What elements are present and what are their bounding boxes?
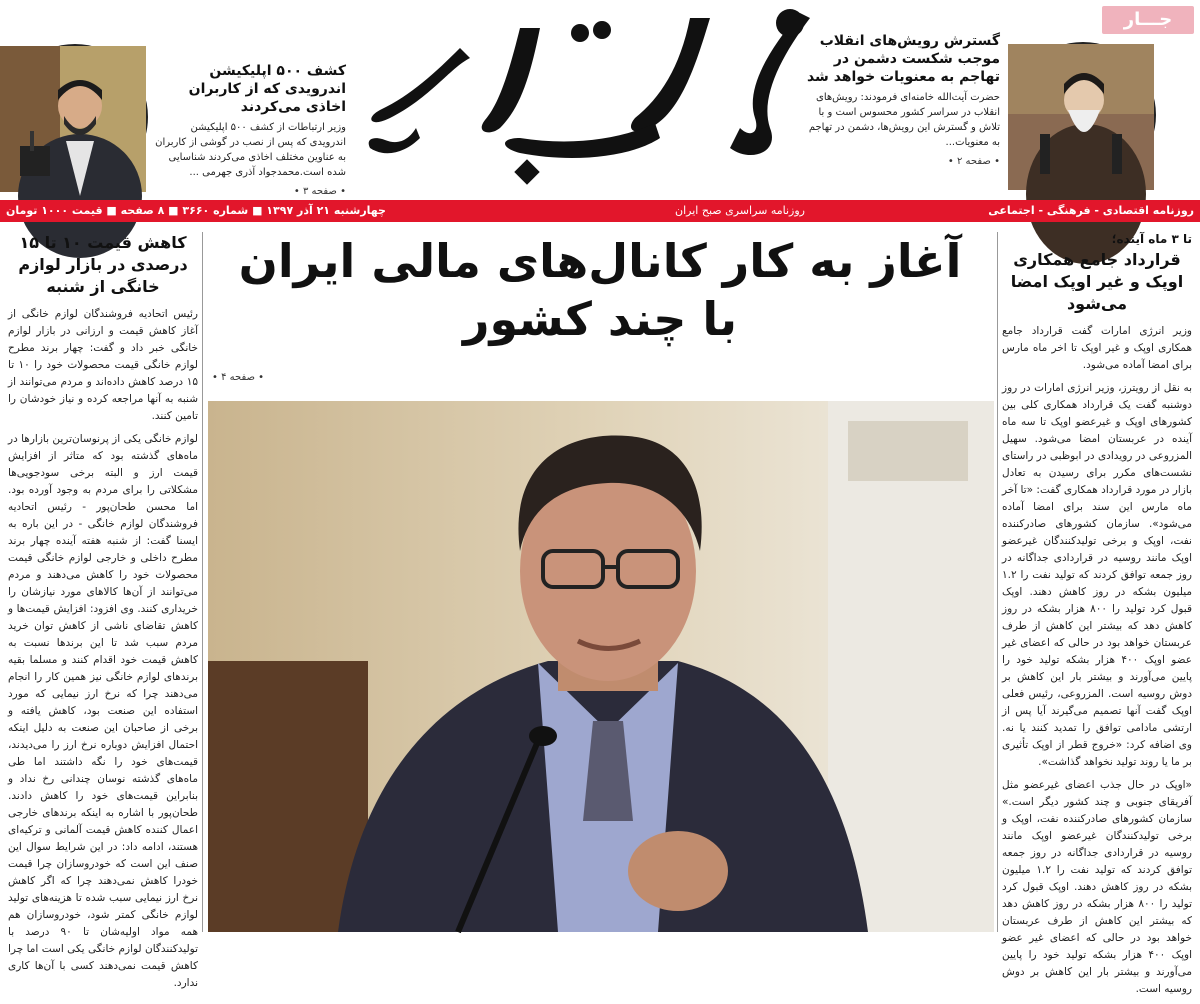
- article-body: [8, 306, 198, 992]
- paragraph: «اوپک در حال جذب اعضای غیرعضو مثل آفریقای جنوبی و چند کشور دیگر است.» سازمان کشورهای صادرکننده نفت، اوپک و برخی تولیدکنندگان غیرعضو اوپک مانند روسیه در قراردادی جداگانه در روز جمعه توافق کردند که تولید نفت را ۱.۲ میلیون بشکه در روز کاهش دهند. اوپک قبول کرد تولید را ۸۰۰ هزار بشکه در روز کاهش دهد که بیشتر این کاهش از طرف عربستان خواهد بود در حالی که اعضای غیر عضو اوپک ۴۰۰ هزار بشکه تولید خود را پایین می‌آورند و بیشتر بار این کاهش بر دوش روسیه است.: [1002, 779, 1192, 995]
- apps-teaser[interactable]: [152, 62, 346, 197]
- teaser-title: کشف ۵۰۰ اپلیکیشن اندرویدی که از کاربران اخاذی می‌کردند: [188, 63, 346, 115]
- teaser-body: وزیر ارتباطات از کشف ۵۰۰ اپلیکیشن اندرویدی که پس از نصب در گوشی از کاربران به عناوین مختلف اخاذی می‌کردند شناسایی شده است.محمدجواد آذری جهرمی ...: [155, 122, 346, 178]
- main-headline[interactable]: [210, 232, 990, 348]
- paragraph: به نقل از رویترز، وزیر انرژی امارات در روز دوشنبه گفت یک قرارداد همکاری کلی بین کشورهای اوپک و غیرعضو اوپک تا سه ماه آینده در عربستان امضا می‌شود. سهیل المزروعی در رویدادی در ابوظبی در راستای نشست‌های مکرر برای رسیدن به تعادل بازار در مورد قرارداد همکاری گفت: «تا آخر ماه مارس این سند برای امضا آماده می‌شود». سازمان کشورهای صادرکننده نفت، اوپک و برخی تولیدکنندگان غیرعضو اوپک مانند روسیه در قراردادی جداگانه در روز جمعه توافق کردند که تولید نفت را ۱.۲ میلیون بشکه در روز کاهش دهند. اوپک قبول کرد تولید را ۸۰۰ هزار بشکه در روز کاهش دهد که بیشتر این کاهش از طرف عربستان خواهد بود در حالی که اعضای غیر عضو اوپک ۴۰۰ هزار بشکه تولید خود را پایین می‌آورند و بیشتر بار این کاهش بر دوش روسیه است. المزروعی، رئیس فعلی اوپک گفت آنها تصمیم می‌گیرند آیا پس از ارتشی مادامی توافق را تمدید کنند یا نه. وی اضافه کرد: «خروج قطر از اوپک تأثیری بر ما یا روند تولید نخواهد گذاشت».: [1002, 382, 1193, 768]
- paragraph: رئیس اتحادیه فروشندگان لوازم خانگی از آغاز کاهش قیمت و ارزانی در بازار لوازم خانگی خبر داد و گفت: چهار برند مطرح لوازم خانگی قیمت محصولات خود را ۱۰ تا ۱۵ درصد کاهش داده‌اند و مردم می‌توانند از شنبه به آنها مراجعه کرده و نیاز خودشان را تامین کنند.: [8, 308, 198, 422]
- column-divider: [997, 232, 998, 932]
- jar-badge: جـــار: [1102, 6, 1194, 34]
- paragraph: لوازم خانگی یکی از پرنوسان‌ترین بازارها در ماه‌های گذشته بود که متاثر از افزایش قیمت ارز و البته برخی سودجویی‌ها مشکلاتی را برای مردم به وجود آورده بود. اما محسن طحان‌پور - رئیس اتحادیه فروشندگان لوازم خانگی - در این باره به ایسنا گفت: از شنبه هفته آینده چهار برند مطرح داخلی و خارجی لوازم خانگی قیمت محصولات خود را کاهش می‌دهند و مردم می‌توانند از آن‌ها کالاهای مورد نیازشان را خریداری کنند. وی افزود: افزایش قیمت‌ها و کاهش تقاضای ناشی از کاهش توان خرید مردم سبب شد تا این برندها نسبت به کاهش قیمت خود اقدام کنند و مسلما بقیه برندهای لوازم خانگی نیز همین کار را انجام می‌دهند چرا که نرخ ارز نیمایی که مورد استفاده این صنعت بود، کاهش یافته و برخی از صاحبان این صنعت به دلیل اینکه احتمال افزایش دوباره نرخ ارز را می‌دیدند، قیمت‌های خود را نگه داشتند اما طی ماه‌های گذشته نوسان چندانی رخ نداد و بنابراین قیمت‌های خود را کاهش دادند. طحان‌پور با اشاره به اینکه برندهای خارجی اعمال کننده کاهش قیمت آلمانی و ترکیه‌ای هستند، ادامه داد: در این شرایط سوال این صنف این است که خودروسازان چرا قیمت خودرا کاهش نمی‌دهند چرا که اگر کاهش نرخ ارز نیمایی سبب شده تا هزینه‌های تولید لوازم خانگی کمتر شود، خودروسازان هم همه مواد اولیه‌شان تا ۹۰ درصد با تولیدکنندگان لوازم خانگی یکی است اما چرا کاهش قیمت نمی‌دهند کسی با آن‌ها کاری ندارد.: [8, 433, 198, 989]
- teaser-body: حضرت آیت‌الله خامنه‌ای فرمودند: رویش‌های انقلاب در سراسر کشور محسوس است و با تلاش و گسترش این رویش‌ها، دشمن در تهاجم به معنویات...: [808, 92, 1000, 148]
- issue-info: چهارشنبه ۲۱ آذر ۱۳۹۷ ■ شماره ۳۶۶۰ ■ ۸ صفحه ■ قیمت ۱۰۰۰ تومان: [6, 204, 386, 217]
- main-photo: [208, 401, 994, 932]
- minister-portrait: [2, 44, 148, 190]
- column-divider: [202, 232, 203, 932]
- minister-photo-icon: [0, 46, 146, 192]
- teaser-title: گسترش رویش‌های انقلاب موجب شکست دشمن در تهاجم به معنویات خواهد شد: [806, 33, 1000, 85]
- teaser-page-ref: • صفحه ۲ •: [947, 156, 1000, 167]
- sahebghalam-logo-icon: [350, 0, 850, 213]
- newspaper-logo: [350, 0, 850, 213]
- masthead: [0, 0, 1200, 200]
- main-page-ref: • صفحه ۴ •: [212, 372, 265, 383]
- paragraph: وزیر انرژی امارات گفت قرارداد جامع همکاری اوپک و غیر اوپک تا اخر ماه مارس برای امضا آماده می‌شود.: [1002, 325, 1192, 371]
- official-photo-icon: [208, 401, 994, 932]
- appliance-article[interactable]: [8, 232, 198, 998]
- paper-type: روزنامه اقتصادی - فرهنگی - اجتماعی: [988, 204, 1194, 217]
- headline-line: با چند کشور: [463, 292, 737, 346]
- teaser-page-ref: • صفحه ۳ •: [293, 186, 346, 197]
- opec-article[interactable]: [1002, 232, 1192, 1004]
- article-body: [1002, 323, 1192, 998]
- article-title: قرارداد جامع همکاری اوپک و غیر اوپک امضا می‌شود: [1010, 250, 1184, 313]
- headline-line: آغاز به کار کانال‌های مالی ایران: [238, 234, 962, 288]
- leader-photo-icon: [1008, 44, 1154, 190]
- paper-slogan: روزنامه سراسری صبح ایران: [675, 204, 805, 217]
- article-title: کاهش قیمت ۱۰ تا ۱۵ درصدی در بازار لوازم خانگی از شنبه: [18, 233, 188, 296]
- leader-portrait: [1010, 42, 1156, 188]
- info-band: [0, 200, 1200, 222]
- article-kicker: تا ۳ ماه آینده؛: [1111, 232, 1192, 246]
